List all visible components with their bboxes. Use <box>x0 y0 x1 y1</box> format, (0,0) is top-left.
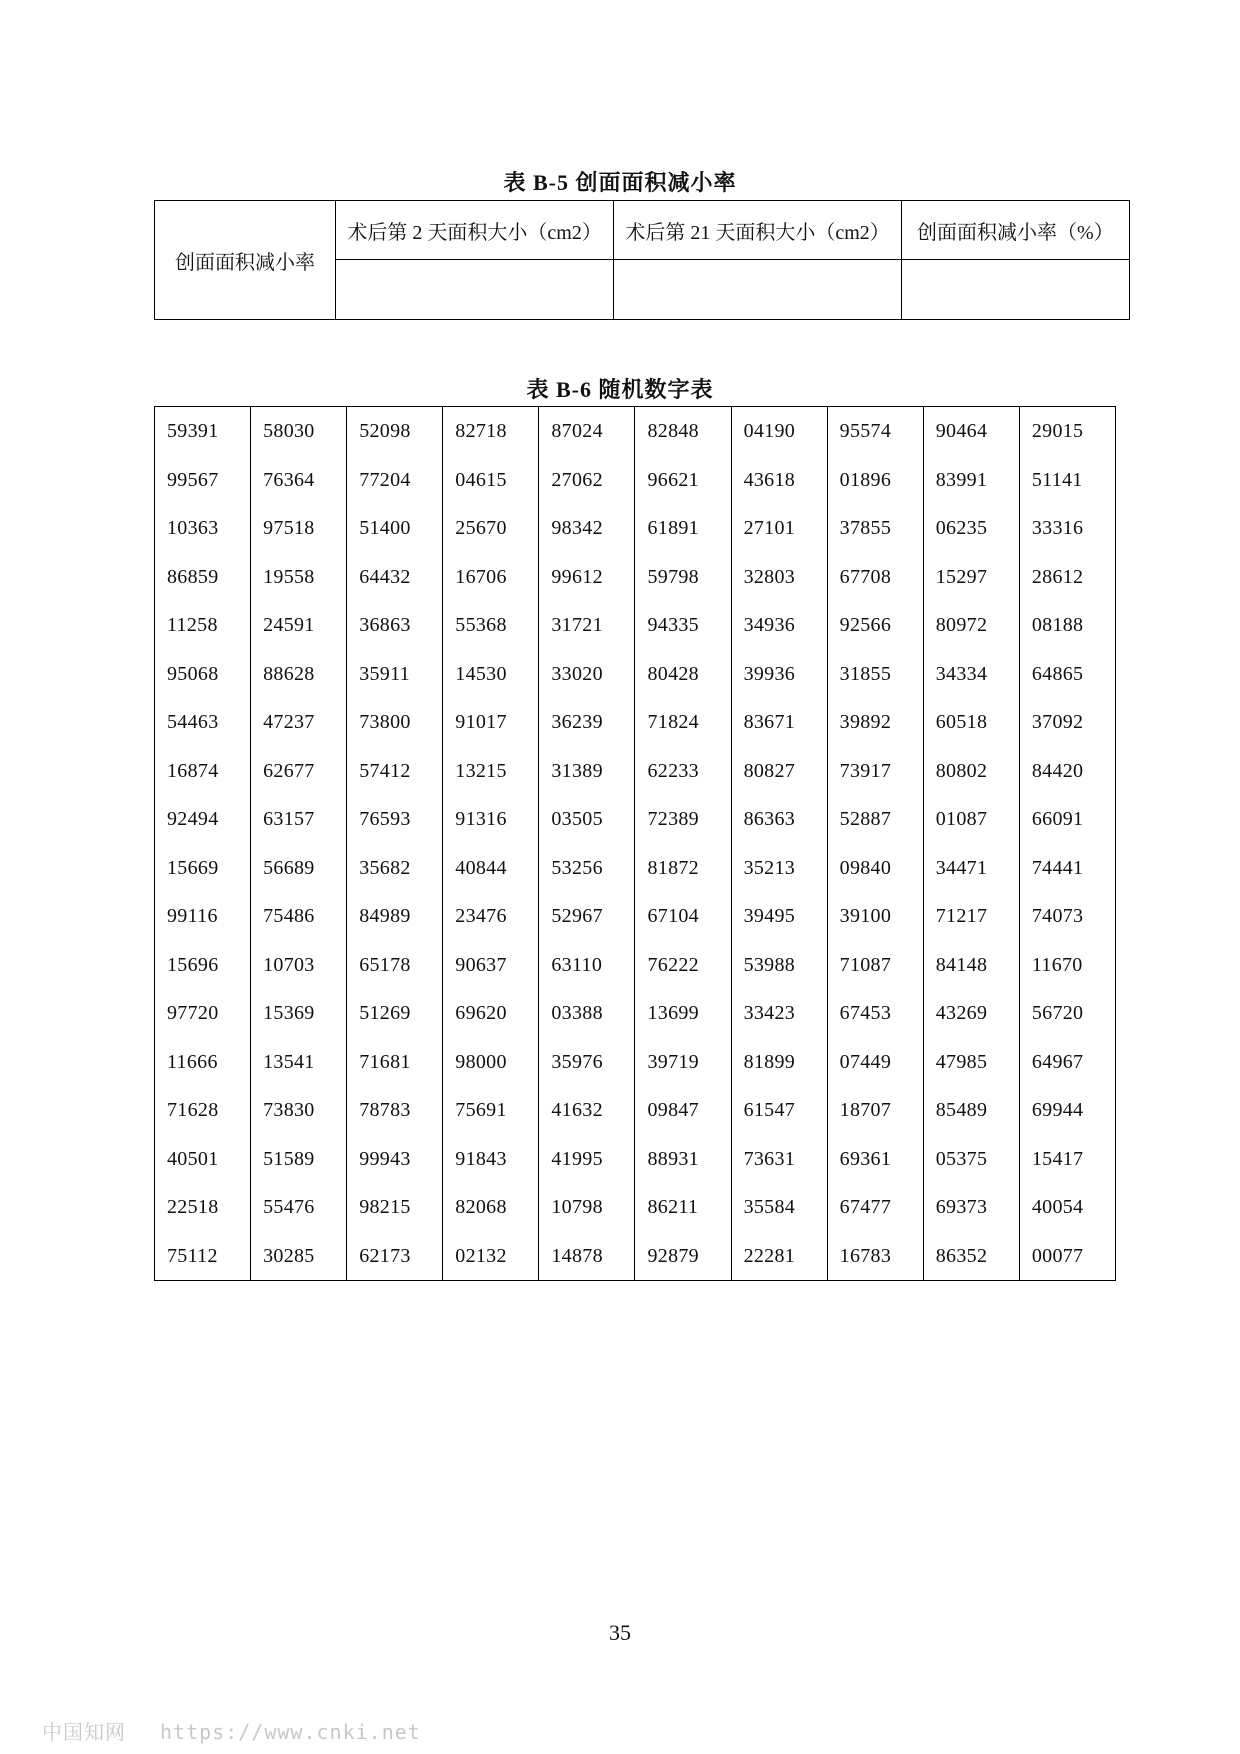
random-number-cell: 24591 <box>251 601 347 650</box>
random-number-cell: 57412 <box>347 747 443 796</box>
random-number-cell: 64865 <box>1019 650 1115 699</box>
table-b5-caption: 表 B-5 创面面积减小率 <box>503 170 737 195</box>
random-number-cell: 03388 <box>539 989 635 1038</box>
random-number-cell: 99943 <box>347 1135 443 1184</box>
random-number-cell: 86352 <box>923 1232 1019 1281</box>
random-number-cell: 11258 <box>155 601 251 650</box>
random-number-cell: 84989 <box>347 892 443 941</box>
random-number-cell: 82848 <box>635 407 731 456</box>
random-number-cell: 28612 <box>1019 553 1115 602</box>
random-number-cell: 10798 <box>539 1183 635 1232</box>
random-number-cell: 13541 <box>251 1038 347 1087</box>
random-number-cell: 51589 <box>251 1135 347 1184</box>
random-number-cell: 99612 <box>539 553 635 602</box>
table-row <box>155 456 1116 505</box>
random-number-cell: 14878 <box>539 1232 635 1281</box>
random-number-cell: 13215 <box>443 747 539 796</box>
random-number-cell: 35976 <box>539 1038 635 1087</box>
table-row <box>155 1183 1116 1232</box>
random-number-cell: 11666 <box>155 1038 251 1087</box>
random-number-cell: 67477 <box>827 1183 923 1232</box>
random-number-cell: 59798 <box>635 553 731 602</box>
table-row <box>155 1232 1116 1281</box>
random-number-cell: 02132 <box>443 1232 539 1281</box>
random-number-cell: 65178 <box>347 941 443 990</box>
random-number-cell: 09847 <box>635 1086 731 1135</box>
table-row <box>155 407 1116 456</box>
random-number-cell: 96621 <box>635 456 731 505</box>
table-row <box>155 1086 1116 1135</box>
wound-area-reduction-table <box>154 200 1130 320</box>
random-number-cell: 82068 <box>443 1183 539 1232</box>
random-number-cell: 08188 <box>1019 601 1115 650</box>
random-number-cell: 85489 <box>923 1086 1019 1135</box>
random-number-cell: 10363 <box>155 504 251 553</box>
random-number-cell: 27101 <box>731 504 827 553</box>
random-number-cell: 35213 <box>731 844 827 893</box>
random-number-cell: 51400 <box>347 504 443 553</box>
random-number-cell: 41995 <box>539 1135 635 1184</box>
table-row <box>155 601 1116 650</box>
random-number-cell: 39495 <box>731 892 827 941</box>
column-header-reduction-rate: 创面面积减小率（%） <box>901 201 1129 260</box>
random-number-cell: 64967 <box>1019 1038 1115 1087</box>
random-number-cell: 55476 <box>251 1183 347 1232</box>
random-number-cell: 98342 <box>539 504 635 553</box>
random-number-cell: 43618 <box>731 456 827 505</box>
random-number-cell: 75486 <box>251 892 347 941</box>
random-number-cell: 15297 <box>923 553 1019 602</box>
random-number-cell: 97518 <box>251 504 347 553</box>
random-number-cell: 22518 <box>155 1183 251 1232</box>
random-number-cell: 35911 <box>347 650 443 699</box>
random-number-cell: 91316 <box>443 795 539 844</box>
random-number-cell: 15417 <box>1019 1135 1115 1184</box>
random-number-cell: 29015 <box>1019 407 1115 456</box>
random-number-cell: 77204 <box>347 456 443 505</box>
random-number-cell: 37855 <box>827 504 923 553</box>
random-number-cell: 62233 <box>635 747 731 796</box>
random-number-cell: 71824 <box>635 698 731 747</box>
random-number-cell: 52098 <box>347 407 443 456</box>
table-b6-caption: 表 B-6 随机数字表 <box>526 377 714 402</box>
table-row <box>155 989 1116 1038</box>
random-number-cell: 63110 <box>539 941 635 990</box>
random-number-cell: 84420 <box>1019 747 1115 796</box>
random-number-cell: 56720 <box>1019 989 1115 1038</box>
random-number-cell: 73830 <box>251 1086 347 1135</box>
random-number-cell: 01896 <box>827 456 923 505</box>
random-number-cell: 73917 <box>827 747 923 796</box>
random-number-cell: 53988 <box>731 941 827 990</box>
random-number-cell: 35584 <box>731 1183 827 1232</box>
value-cell-day21-area <box>614 260 901 320</box>
page-number: 35 <box>609 1620 631 1645</box>
random-number-cell: 06235 <box>923 504 1019 553</box>
random-number-cell: 72389 <box>635 795 731 844</box>
random-number-cell: 90637 <box>443 941 539 990</box>
random-number-cell: 54463 <box>155 698 251 747</box>
random-number-cell: 76364 <box>251 456 347 505</box>
random-number-cell: 40501 <box>155 1135 251 1184</box>
random-number-cell: 71628 <box>155 1086 251 1135</box>
random-number-cell: 73800 <box>347 698 443 747</box>
random-number-cell: 36239 <box>539 698 635 747</box>
random-number-cell: 91843 <box>443 1135 539 1184</box>
random-number-cell: 94335 <box>635 601 731 650</box>
random-number-cell: 40844 <box>443 844 539 893</box>
random-number-cell: 04615 <box>443 456 539 505</box>
random-number-cell: 80802 <box>923 747 1019 796</box>
random-number-cell: 33423 <box>731 989 827 1038</box>
random-number-cell: 19558 <box>251 553 347 602</box>
random-number-cell: 09840 <box>827 844 923 893</box>
random-number-cell: 36863 <box>347 601 443 650</box>
random-number-cell: 01087 <box>923 795 1019 844</box>
random-number-cell: 23476 <box>443 892 539 941</box>
random-number-cell: 03505 <box>539 795 635 844</box>
random-number-cell: 39892 <box>827 698 923 747</box>
random-number-cell: 74441 <box>1019 844 1115 893</box>
table-row <box>155 650 1116 699</box>
random-number-cell: 00077 <box>1019 1232 1115 1281</box>
random-number-cell: 53256 <box>539 844 635 893</box>
random-number-cell: 22281 <box>731 1232 827 1281</box>
random-number-cell: 61891 <box>635 504 731 553</box>
random-number-cell: 31855 <box>827 650 923 699</box>
column-header-day21-area: 术后第 21 天面积大小（cm2） <box>614 201 901 260</box>
random-number-cell: 43269 <box>923 989 1019 1038</box>
random-number-cell: 40054 <box>1019 1183 1115 1232</box>
random-number-cell: 39719 <box>635 1038 731 1087</box>
random-number-cell: 78783 <box>347 1086 443 1135</box>
random-number-cell: 62677 <box>251 747 347 796</box>
random-number-cell: 04190 <box>731 407 827 456</box>
random-number-cell: 34936 <box>731 601 827 650</box>
table-row <box>155 1038 1116 1087</box>
random-number-cell: 82718 <box>443 407 539 456</box>
random-number-cell: 47237 <box>251 698 347 747</box>
table-row <box>155 1135 1116 1184</box>
random-number-cell: 34334 <box>923 650 1019 699</box>
random-number-cell: 66091 <box>1019 795 1115 844</box>
random-number-cell: 88628 <box>251 650 347 699</box>
random-number-cell: 91017 <box>443 698 539 747</box>
random-number-cell: 16783 <box>827 1232 923 1281</box>
random-number-cell: 18707 <box>827 1086 923 1135</box>
random-number-cell: 61547 <box>731 1086 827 1135</box>
random-number-cell: 07449 <box>827 1038 923 1087</box>
random-number-cell: 92566 <box>827 601 923 650</box>
value-cell-day2-area <box>335 260 613 320</box>
table-row <box>155 698 1116 747</box>
random-number-cell: 05375 <box>923 1135 1019 1184</box>
random-number-cell: 95068 <box>155 650 251 699</box>
random-number-cell: 98215 <box>347 1183 443 1232</box>
random-number-cell: 86211 <box>635 1183 731 1232</box>
random-number-cell: 30285 <box>251 1232 347 1281</box>
random-number-cell: 69361 <box>827 1135 923 1184</box>
random-number-table <box>154 406 1116 1281</box>
table-row <box>155 504 1116 553</box>
random-number-cell: 10703 <box>251 941 347 990</box>
random-number-cell: 87024 <box>539 407 635 456</box>
table-row <box>155 795 1116 844</box>
random-number-cell: 31389 <box>539 747 635 796</box>
random-number-cell: 75691 <box>443 1086 539 1135</box>
random-number-cell: 16706 <box>443 553 539 602</box>
random-number-cell: 41632 <box>539 1086 635 1135</box>
table-row <box>155 892 1116 941</box>
random-number-cell: 90464 <box>923 407 1019 456</box>
random-number-cell: 86859 <box>155 553 251 602</box>
random-number-cell: 98000 <box>443 1038 539 1087</box>
random-number-cell: 86363 <box>731 795 827 844</box>
random-number-cell: 92879 <box>635 1232 731 1281</box>
random-number-cell: 69373 <box>923 1183 1019 1232</box>
random-number-cell: 67104 <box>635 892 731 941</box>
table-row <box>155 553 1116 602</box>
random-number-cell: 71681 <box>347 1038 443 1087</box>
random-number-cell: 81899 <box>731 1038 827 1087</box>
random-number-cell: 71217 <box>923 892 1019 941</box>
random-number-cell: 80827 <box>731 747 827 796</box>
watermark-url: https://www.cnki.net <box>160 1720 421 1744</box>
row-header-cell: 创面面积减小率 <box>155 201 336 320</box>
random-number-cell: 31721 <box>539 601 635 650</box>
random-number-cell: 16874 <box>155 747 251 796</box>
table-row <box>155 941 1116 990</box>
random-number-cell: 37092 <box>1019 698 1115 747</box>
random-number-cell: 95574 <box>827 407 923 456</box>
random-number-cell: 81872 <box>635 844 731 893</box>
random-number-cell: 58030 <box>251 407 347 456</box>
random-number-cell: 60518 <box>923 698 1019 747</box>
random-number-cell: 99116 <box>155 892 251 941</box>
random-number-cell: 27062 <box>539 456 635 505</box>
random-number-cell: 97720 <box>155 989 251 1038</box>
random-number-cell: 92494 <box>155 795 251 844</box>
random-number-cell: 59391 <box>155 407 251 456</box>
random-number-cell: 80428 <box>635 650 731 699</box>
random-number-cell: 63157 <box>251 795 347 844</box>
random-number-cell: 73631 <box>731 1135 827 1184</box>
random-number-cell: 83991 <box>923 456 1019 505</box>
random-number-cell: 69620 <box>443 989 539 1038</box>
random-number-cell: 69944 <box>1019 1086 1115 1135</box>
random-number-cell: 62173 <box>347 1232 443 1281</box>
random-number-cell: 67708 <box>827 553 923 602</box>
random-number-cell: 99567 <box>155 456 251 505</box>
random-number-cell: 67453 <box>827 989 923 1038</box>
random-number-cell: 47985 <box>923 1038 1019 1087</box>
random-number-cell: 64432 <box>347 553 443 602</box>
random-number-cell: 35682 <box>347 844 443 893</box>
random-number-cell: 56689 <box>251 844 347 893</box>
random-number-cell: 55368 <box>443 601 539 650</box>
table-row <box>155 844 1116 893</box>
table-row <box>155 747 1116 796</box>
random-number-cell: 83671 <box>731 698 827 747</box>
random-number-cell: 84148 <box>923 941 1019 990</box>
column-header-day2-area: 术后第 2 天面积大小（cm2） <box>335 201 613 260</box>
random-number-cell: 52967 <box>539 892 635 941</box>
random-number-cell: 11670 <box>1019 941 1115 990</box>
random-number-cell: 15696 <box>155 941 251 990</box>
random-number-cell: 13699 <box>635 989 731 1038</box>
random-number-cell: 51141 <box>1019 456 1115 505</box>
random-number-cell: 14530 <box>443 650 539 699</box>
random-number-cell: 52887 <box>827 795 923 844</box>
random-number-cell: 39936 <box>731 650 827 699</box>
random-number-cell: 76222 <box>635 941 731 990</box>
random-number-cell: 76593 <box>347 795 443 844</box>
random-number-cell: 34471 <box>923 844 1019 893</box>
value-cell-reduction-rate <box>901 260 1129 320</box>
random-number-cell: 39100 <box>827 892 923 941</box>
watermark-brand: 中国知网 <box>42 1720 126 1744</box>
random-number-cell: 74073 <box>1019 892 1115 941</box>
random-number-cell: 51269 <box>347 989 443 1038</box>
random-number-cell: 71087 <box>827 941 923 990</box>
random-number-cell: 33316 <box>1019 504 1115 553</box>
random-number-cell: 88931 <box>635 1135 731 1184</box>
cnki-watermark <box>42 1716 421 1745</box>
random-number-cell: 15369 <box>251 989 347 1038</box>
random-number-cell: 75112 <box>155 1232 251 1281</box>
random-number-cell: 80972 <box>923 601 1019 650</box>
random-number-cell: 33020 <box>539 650 635 699</box>
random-number-cell: 32803 <box>731 553 827 602</box>
random-number-cell: 25670 <box>443 504 539 553</box>
random-number-cell: 15669 <box>155 844 251 893</box>
